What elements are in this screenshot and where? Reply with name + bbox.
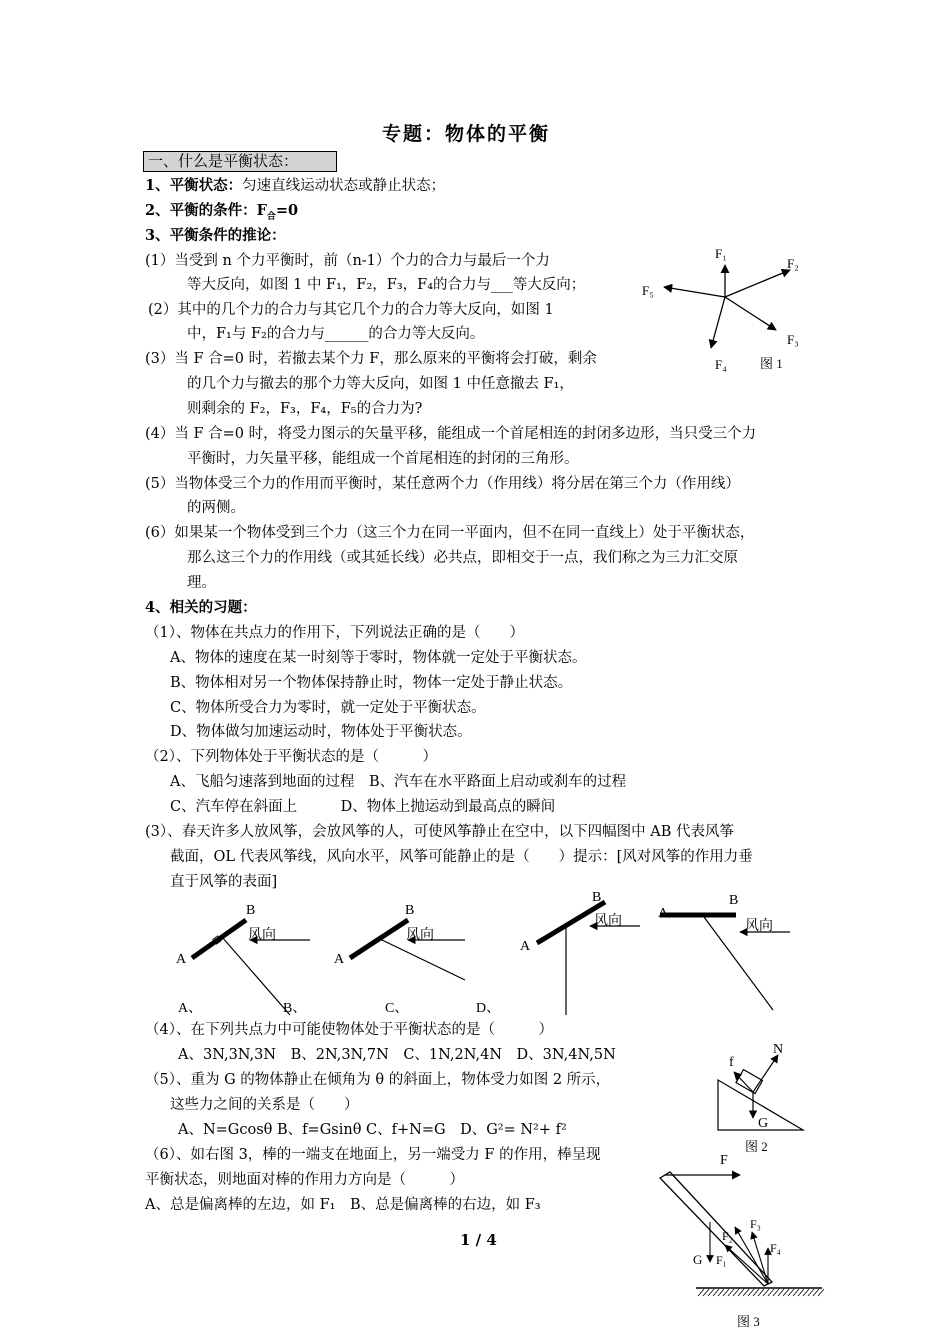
figure-2-incline — [718, 1042, 803, 1154]
corollary-4-line1: (4）当 F 合=0 时，将受力图示的矢量平移，能组成一个首尾相连的封闭多边形，当只受三个力 — [145, 426, 757, 442]
corollary-2-line1: (2）其中的几个力的合力与其它几个力的合力等大反向，如图 1 — [148, 302, 554, 318]
point-3: 3、平衡条件的推论： — [145, 227, 286, 244]
kite-a-surface — [192, 920, 246, 958]
hatch-mark — [723, 1289, 729, 1296]
hatch-mark — [738, 1289, 744, 1296]
gravity-label: G — [758, 1116, 769, 1131]
page-number: 1 / 4 — [460, 1231, 497, 1249]
question-2-options-ab: A、飞船匀速落到地面的过程 B、汽车在水平路面上启动或刹车的过程 — [170, 774, 627, 790]
hatch-mark — [708, 1289, 714, 1296]
fig3-f4-label: F₄ — [770, 1241, 781, 1255]
kite-b-label-a: A — [334, 952, 345, 967]
hatch-mark — [728, 1289, 734, 1296]
kite-option-d: D、 — [476, 1001, 501, 1016]
f5-arrow — [664, 287, 725, 297]
corollary-3-line2: 的几个力与撤去的那个力等大反向，如图 1 中任意撤去 F₁， — [187, 376, 574, 392]
question-6-line3: A、总是偏离棒的左边，如 F₁ B、总是偏离棒的右边，如 F₃ — [145, 1197, 541, 1213]
hatch-mark — [773, 1289, 779, 1296]
question-3-line2: 截面，OL 代表风筝线，风向水平，风筝可能静止的是（ ）提示：[风对风筝的作用力垂 — [170, 849, 753, 865]
question-4: （4）、在下列共点力中可能使物体处于平衡状态的是（ ） — [145, 1022, 553, 1038]
hatch-mark — [768, 1289, 774, 1296]
corollary-1-line1: (1）当受到 n 个力平衡时，前（n-1）个力的合力与最后一个力 — [145, 253, 550, 269]
question-3-line1: (3）、春天许多人放风筝，会放风筝的人，可使风筝静止在空中，以下四幅图中 AB 代表风筝 — [145, 824, 734, 840]
kite-option-c: C、 — [385, 1001, 409, 1016]
fig3-f3-label: F₃ — [750, 1217, 761, 1231]
f2-label: F₂ — [787, 256, 799, 271]
question-6-line2: 平衡状态，则地面对棒的作用力方向是（ ） — [145, 1172, 464, 1188]
question-5-line2: 这些力之间的关系是（ ） — [170, 1097, 359, 1113]
figure-1-force-diagram — [642, 246, 799, 372]
fig3-f1-label: F₁ — [716, 1253, 727, 1267]
f4-label: F₄ — [715, 357, 727, 372]
kite-d-wind-label: 风向 — [745, 919, 773, 934]
kite-option-a: A、 — [178, 1001, 203, 1016]
kite-option-b: B、 — [283, 1001, 307, 1016]
question-3-line3: 直于风筝的表面] — [170, 874, 278, 890]
kite-c-label-b: B — [592, 890, 602, 905]
question-5-line1: （5）、重为 G 的物体静止在倾角为 θ 的斜面上，物体受力如图 2 所示， — [145, 1072, 611, 1088]
hatch-mark — [713, 1289, 719, 1296]
corollary-6-line1: (6）如果某一个物体受到三个力（这三个力在同一平面内，但不在同一直线上）处于平衡状态， — [145, 525, 755, 541]
corollary-5-line1: (5）当物体受三个力的作用而平衡时，某任意两个力（作用线）将分居在第三个力（作用线） — [145, 476, 740, 492]
friction-label: f — [729, 1055, 734, 1070]
hatch-mark — [698, 1289, 704, 1296]
kite-b-string — [380, 939, 465, 980]
hatch-mark — [803, 1289, 809, 1296]
hatch-mark — [788, 1289, 794, 1296]
figure-1-caption: 图 1 — [760, 356, 783, 371]
figure-3-caption: 图 3 — [737, 1314, 760, 1329]
hatch-mark — [778, 1289, 784, 1296]
kite-figure-b — [283, 903, 500, 1016]
hatch-mark — [703, 1289, 709, 1296]
kite-b-surface — [350, 920, 408, 958]
incline-block — [736, 1070, 763, 1094]
f2-arrow — [725, 270, 790, 297]
corollary-1-line2: 等大反向，如图 1 中 F₁，F₂，F₃，F₄的合力与___等大反向； — [187, 277, 586, 293]
corollary-6-line2: 那么这三个力的作用线（或其延长线）必共点，即相交于一点，我们称之为三力汇交原 — [187, 550, 738, 566]
hatch-mark — [798, 1289, 804, 1296]
corollary-4-line2: 平衡时，力矢量平移，能组成一个首尾相连的封闭的三角形。 — [187, 451, 579, 467]
hatch-mark — [748, 1289, 754, 1296]
hatch-mark — [813, 1289, 819, 1296]
question-6-line1: （6）、如右图 3，棒的一端支在地面上，另一端受力 F 的作用，棒呈现 — [145, 1147, 601, 1163]
hatch-mark — [758, 1289, 764, 1296]
question-5-options: A、N=Gcosθ B、f=Gsinθ C、f+N=G D、G²= N²+ f² — [178, 1122, 567, 1138]
hatch-mark — [808, 1289, 814, 1296]
normal-label: N — [773, 1042, 784, 1057]
point-4: 4、相关的习题： — [145, 599, 257, 616]
question-1: （1）、物体在共点力的作用下，下列说法正确的是（ ） — [145, 625, 524, 641]
kite-b-label-b: B — [405, 903, 415, 918]
figure-2-caption: 图 2 — [745, 1139, 768, 1154]
hatch-mark — [783, 1289, 789, 1296]
corollary-2-line2: 中，F₁与 F₂的合力与______的合力等大反向。 — [187, 326, 485, 342]
corollary-5-line2: 的两侧。 — [187, 500, 245, 516]
kite-a-wind-label: 风向 — [248, 928, 276, 943]
f3-arrow — [725, 297, 776, 330]
point-2-label: 2、平衡的条件：F — [145, 202, 267, 219]
hatch-mark — [753, 1289, 759, 1296]
normal-force-arrow — [753, 1055, 778, 1092]
page-title: 专题：物体的平衡 — [382, 123, 551, 145]
f5-label: F₅ — [642, 283, 654, 298]
f1-label: F₁ — [715, 246, 727, 261]
point-2-sub: 合 — [266, 211, 276, 222]
kite-c-wind-label: 风向 — [594, 914, 622, 929]
point-1-text: 匀速直线运动状态或静止状态； — [242, 178, 446, 194]
kite-b-wind-label: 风向 — [406, 928, 434, 943]
hatch-mark — [733, 1289, 739, 1296]
question-1-option-c: C、物体所受合力为零时，就一定处于平衡状态。 — [170, 700, 486, 716]
hatch-mark — [743, 1289, 749, 1296]
corollary-6-line3: 理。 — [187, 575, 216, 591]
question-1-option-d: D、物体做匀加速运动时，物体处于平衡状态。 — [170, 724, 472, 740]
hatch-mark — [818, 1289, 824, 1296]
question-4-options: A、3N,3N,3N B、2N,3N,7N C、1N,2N,4N D、3N,4N,5N — [178, 1047, 616, 1063]
section-heading: 一、什么是平衡状态： — [143, 151, 337, 172]
kite-a-string — [222, 937, 290, 1015]
kite-d-label-b: B — [729, 893, 739, 908]
point-2-end: =0 — [275, 202, 299, 219]
hatch-mark — [793, 1289, 799, 1296]
corollary-3-line3: 则剩余的 F₂，F₃，F₄，F₅的合力为? — [187, 401, 423, 417]
kite-a-label-a: A — [176, 952, 187, 967]
point-1-label: 1、平衡状态： — [145, 177, 243, 194]
kite-figure-a — [176, 903, 310, 1016]
kite-figure-c — [520, 890, 640, 1015]
f3-label: F₃ — [787, 332, 799, 347]
f2-arrow-fig3 — [735, 1227, 768, 1284]
hatch-mark — [763, 1289, 769, 1296]
fig3-f2-label: F₂ — [722, 1229, 733, 1243]
question-2: （2）、下列物体处于平衡状态的是（ ） — [145, 749, 437, 765]
fig3-f-label: F — [720, 1153, 728, 1168]
f4-arrow — [711, 297, 725, 348]
question-2-options-cd: C、汽车停在斜面上 D、物体上抛运动到最高点的瞬间 — [170, 799, 556, 815]
question-1-option-b: B、物体相对另一个物体保持静止时，物体一定处于静止状态。 — [170, 675, 573, 691]
hatch-mark — [718, 1289, 724, 1296]
kite-c-label-a: A — [520, 939, 531, 954]
kite-d-label-a: A — [658, 906, 669, 921]
ground-hatch — [698, 1289, 824, 1296]
kite-a-label-b: B — [246, 903, 256, 918]
figure-3-rod — [660, 1153, 822, 1329]
corollary-3-line1: (3）当 F 合=0 时，若撤去某个力 F，那么原来的平衡将会打破，剩余 — [145, 351, 597, 367]
kite-figure-d — [658, 893, 790, 1010]
fig3-g-label: G — [693, 1252, 703, 1267]
question-1-option-a: A、物体的速度在某一时刻等于零时，物体就一定处于平衡状态。 — [170, 650, 587, 666]
